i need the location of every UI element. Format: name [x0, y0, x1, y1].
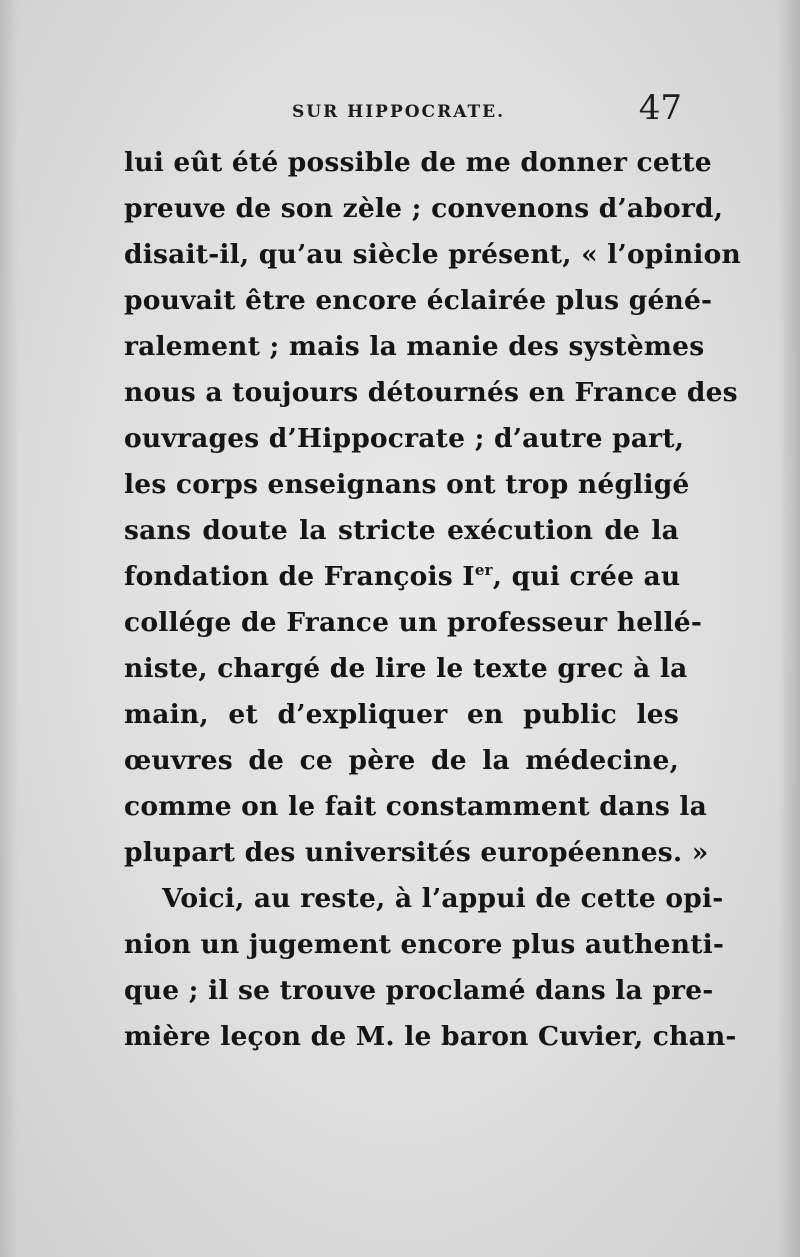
text-line: Voici, au reste, à l’appui de cette opi- [162, 883, 724, 914]
text-line: disait-il, qu’au siècle présent, « l’opinion [124, 239, 741, 270]
page-header [124, 88, 684, 132]
text-line: comme on le fait constamment dans la [124, 791, 708, 822]
text-line: les corps enseignans ont trop négligé [124, 469, 690, 500]
text-line: nion un jugement encore plus authenti- [124, 929, 725, 960]
text-line: collége de France un professeur hellé- [124, 607, 703, 638]
text-line: preuve de son zèle ; convenons d’abord, [124, 193, 724, 224]
superscript: er [474, 561, 493, 580]
text-line: niste, chargé de lire le texte grec à la [124, 653, 688, 684]
text-line [124, 554, 679, 600]
text-line: nous a toujours détournés en France des [124, 377, 738, 408]
text-line-part: , qui crée au [492, 561, 681, 592]
text-line: pouvait être encore éclairée plus géné- [124, 285, 713, 316]
text-line-part: fondation de François I [124, 561, 475, 592]
body-text [124, 140, 741, 1060]
text-line: ouvrages d’Hippocrate ; d’autre part, [124, 423, 685, 454]
text-line: main, et d’expliquer en public les [124, 699, 679, 730]
text-line: ralement ; mais la manie des systèmes [124, 331, 705, 362]
text-line: œuvres de ce père de la médecine, [124, 745, 679, 776]
text-line: sans doute la stricte exécution de la [124, 515, 679, 546]
text-line: mière leçon de M. le baron Cuvier, chan- [124, 1021, 737, 1052]
text-line: plupart des universités européennes. » [124, 837, 709, 868]
text-line: lui eût été possible de me donner cette [124, 147, 712, 178]
text-line: que ; il se trouve proclamé dans la pre- [124, 975, 714, 1006]
page-number: 47 [638, 88, 682, 128]
running-head: SUR HIPPOCRATE. [292, 102, 505, 122]
